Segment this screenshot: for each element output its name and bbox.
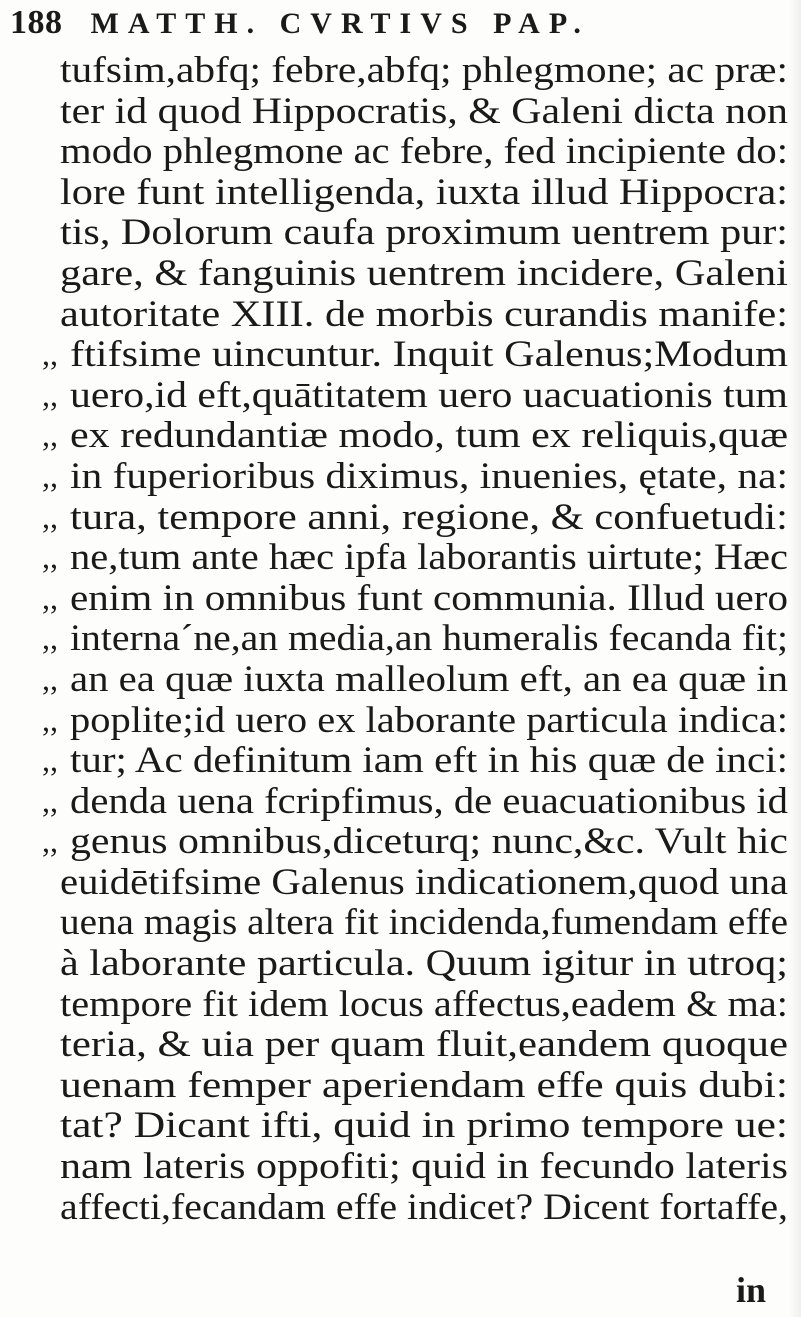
line-text: lore funt intelligenda, iuxta illud Hippocra: [60, 170, 788, 212]
line-text: in fuperioribus diximus, inuenies, ętate, na: [70, 454, 788, 496]
quotation-mark: ,, [42, 498, 58, 535]
text-line [0, 781, 801, 822]
text-line [0, 212, 801, 253]
running-head [10, 4, 590, 48]
line-text: interna´ne,an media,an humeralis fecanda fit; [70, 617, 788, 659]
text-line [0, 862, 801, 903]
text-line [0, 1187, 801, 1228]
text-line [0, 984, 801, 1025]
text-line [0, 1024, 801, 1065]
quotation-mark: ,, [42, 417, 58, 454]
text-line [0, 821, 801, 862]
line-text: uero,id eft,quātitatem uero uacuationis tum [70, 373, 789, 415]
quotation-mark: ,, [42, 579, 58, 616]
text-line [0, 578, 801, 619]
text-line [0, 659, 801, 700]
text-line [0, 497, 801, 538]
line-text: ftifsime uincuntur. Inquit Galenus;Modum [70, 333, 788, 375]
quotation-mark: ,, [42, 336, 58, 373]
line-text: tempore fit idem locus affectus,eadem & ma: [60, 982, 789, 1024]
text-line [0, 172, 801, 213]
line-text: tat? Dicant ifti, quid in primo tempore ue: [60, 1104, 788, 1146]
line-text: ter id quod Hippocratis, & Galeni dicta non [60, 89, 788, 131]
line-text: euidētifsime Galenus indicationem,quod una [60, 860, 788, 902]
quotation-mark: ,, [42, 539, 58, 576]
quotation-mark: ,, [42, 742, 58, 779]
line-text: teria, & uia per quam fluit,eandem quoque [60, 1023, 788, 1065]
quotation-mark: ,, [42, 701, 58, 738]
text-line [0, 50, 801, 91]
line-text: tufsim,abfq; febre,abfq; phlegmone; ac præ: [60, 49, 788, 90]
line-text: gare, & fanguinis uentrem incidere, Galeni [60, 251, 788, 293]
line-text: uenam femper aperiendam effe quis dubi: [60, 1063, 788, 1105]
line-text: denda uena fcripfimus, de euacuationibus id [70, 779, 789, 821]
quotation-mark: ,, [42, 376, 58, 413]
line-text: poplite;id uero ex laborante particula indica: [70, 698, 788, 740]
text-line [0, 253, 801, 294]
catchword: in [736, 1270, 767, 1310]
text-line [0, 1105, 801, 1146]
line-text: enim in omnibus funt communia. Illud uero [70, 576, 788, 618]
line-text: ne,tum ante hæc ipfa laborantis uirtute; Hæc [70, 536, 788, 578]
text-line [0, 618, 801, 659]
quotation-mark: ,, [42, 660, 58, 697]
quotation-mark: ,, [42, 782, 58, 819]
text-line [0, 943, 801, 984]
text-line [0, 740, 801, 781]
text-line [0, 91, 801, 132]
quotation-mark: ,, [42, 457, 58, 494]
line-text: tur; Ac definitum iam eft in his quæ de inci: [70, 739, 788, 781]
line-text: affecti,fecandam effe indicet? Dicent fortaffe, [60, 1185, 788, 1227]
line-text: genus omnibus,diceturq; nunc,&c. Vult hic [70, 820, 788, 862]
line-text: modo phlegmone ac febre, fed incipiente do: [60, 130, 788, 172]
text-line [0, 415, 801, 456]
text-line [0, 1065, 801, 1106]
text-line [0, 456, 801, 497]
quotation-mark: ,, [42, 823, 58, 860]
text-line [0, 537, 801, 578]
text-line [0, 375, 801, 416]
quotation-mark: ,, [42, 620, 58, 657]
page-edge-shadow [789, 0, 801, 1317]
line-text: tura, tempore anni, regione, & confuetudi: [70, 495, 788, 537]
text-line [0, 902, 801, 943]
text-line [0, 334, 801, 375]
line-text: à laborante particula. Quum igitur in utroq; [60, 942, 788, 984]
line-text: an ea quæ iuxta malleolum eft, an ea quæ in [70, 657, 789, 699]
line-text: ex redundantiæ modo, tum ex reliquis,quæ [70, 414, 788, 456]
body-text [0, 50, 801, 1227]
line-text: autoritate XIII. de morbis curandis manife: [60, 292, 788, 334]
running-title: MATTH. CVRTIVS PAP. [90, 7, 590, 40]
text-line [0, 700, 801, 741]
line-text: uena magis altera fit incidenda,fumendam effe [60, 901, 789, 943]
text-line [0, 294, 801, 335]
line-text: nam lateris oppofiti; quid in fecundo lateris [60, 1145, 788, 1187]
text-line [0, 1146, 801, 1187]
line-text: tis, Dolorum caufa proximum uentrem pur: [60, 211, 788, 253]
page-number: 188 [10, 4, 63, 41]
text-line [0, 131, 801, 172]
